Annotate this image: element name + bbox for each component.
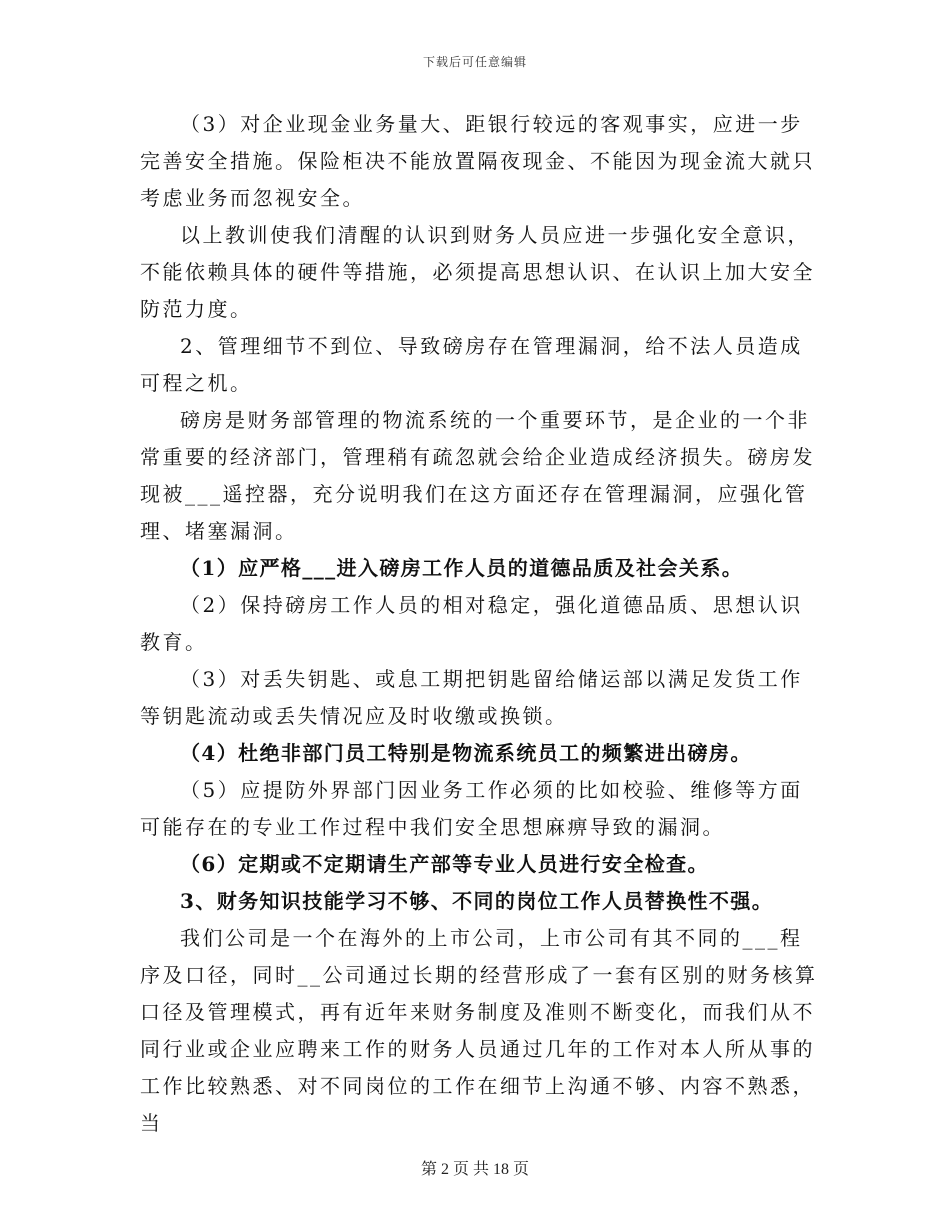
paragraph-8: （4）杜绝非部门员工特别是物流系统员工的频繁进出磅房。 — [180, 741, 752, 765]
page-header: 下载后可任意编辑 — [422, 55, 527, 69]
document-body — [140, 106, 820, 1142]
paragraph-3: 2、管理细节不到位、导致磅房存在管理漏洞，给不法人员造成可程之机。 — [140, 334, 803, 395]
paragraph-4: 磅房是财务部管理的物流系统的一个重要环节，是企业的一个非常重要的经济部门，管理稍有疏忽就会给企业造成经济损失。磅房发现被___遥控器，充分说明我们在这方面还存在管理漏洞，应强化管理、堵塞漏洞。 — [140, 408, 815, 543]
paragraph-6: （2）保持磅房工作人员的相对稳定，强化道德品质、思想认识教育。 — [140, 593, 803, 654]
paragraph-7: （3）对丢失钥匙、或息工期把钥匙留给储运部以满足发货工作等钥匙流动或丢失情况应及时收缴或换锁。 — [140, 667, 803, 728]
paragraph-11: 3、财务知识技能学习不够、不同的岗位工作人员替换性不强。 — [180, 889, 774, 913]
paragraph-2: 以上教训使我们清醒的认识到财务人员应进一步强化安全意识，不能依赖具体的硬件等措施，必须提高思想认识、在认识上加大安全防范力度。 — [140, 223, 815, 321]
paragraph-12: 我们公司是一个在海外的上市公司，上市公司有其不同的___程序及口径，同时__公司通过长期的经营形成了一套有区别的财务核算口径及管理模式，再有近年来财务制度及准则不断变化，而我们从不同行业或企业应聘来工作的财务人员通过几年的工作对本人所从事的工作比较熟悉、对不同岗位的工作在细节上沟通不够、内容不熟悉，当 — [140, 926, 818, 1135]
page-footer: 第 2 页 共 18 页 — [420, 1161, 529, 1178]
paragraph-10: （6）定期或不定期请生产部等专业人员进行安全检查。 — [180, 852, 709, 876]
paragraph-1: （3）对企业现金业务量大、距银行较远的客观事实，应进一步完善安全措施。保险柜决不能放置隔夜现金、不能因为现金流大就只考虑业务而忽视安全。 — [140, 112, 815, 210]
paragraph-9: （5）应提防外界部门因业务工作必须的比如校验、维修等方面可能存在的专业工作过程中我们安全思想麻痹导致的漏洞。 — [140, 778, 803, 839]
paragraph-5: （1）应严格___进入磅房工作人员的道德品质及社会关系。 — [180, 556, 744, 580]
